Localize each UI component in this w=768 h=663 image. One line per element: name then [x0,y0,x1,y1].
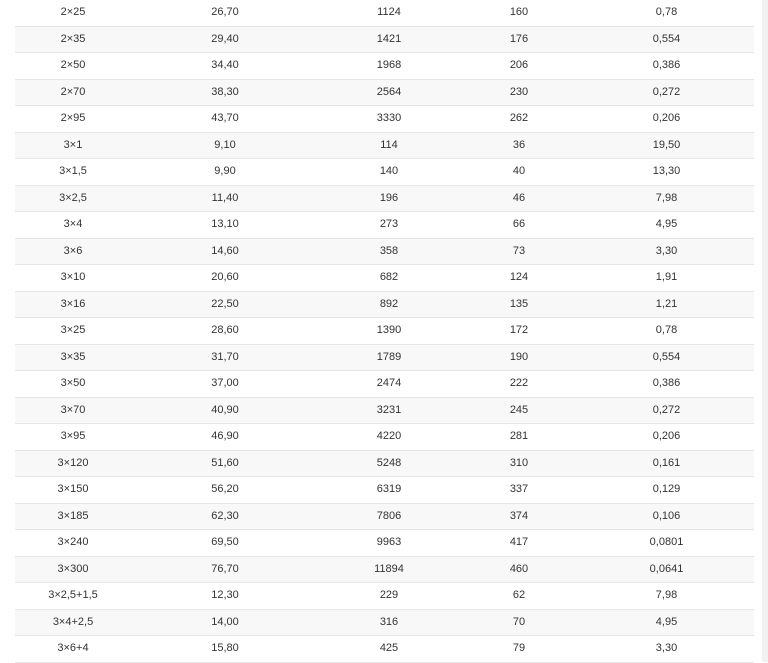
current-rating-cell: 245 [459,397,579,424]
cross-section-cell: 2×25 [15,0,131,26]
current-rating-cell: 176 [459,26,579,53]
current-rating-cell: 70 [459,609,579,636]
cross-section-cell: 3×6 [15,238,131,265]
table-row [15,556,754,583]
cross-section-cell: 3×150 [15,477,131,504]
resistance-cell: 0,386 [579,371,754,398]
table-row [15,503,754,530]
current-rating-cell: 160 [459,0,579,26]
weight-cell: 1124 [319,0,459,26]
outer-diameter-cell: 14,00 [131,609,319,636]
outer-diameter-cell: 31,70 [131,344,319,371]
current-rating-cell: 36 [459,132,579,159]
cross-section-cell: 3×1,5 [15,159,131,186]
outer-diameter-cell: 28,60 [131,318,319,345]
outer-diameter-cell: 37,00 [131,371,319,398]
cross-section-cell: 2×35 [15,26,131,53]
resistance-cell: 0,554 [579,344,754,371]
weight-cell: 3231 [319,397,459,424]
cross-section-cell: 2×50 [15,53,131,80]
table-row [15,609,754,636]
weight-cell: 892 [319,291,459,318]
weight-cell: 1968 [319,53,459,80]
table-row [15,450,754,477]
outer-diameter-cell: 11,40 [131,185,319,212]
resistance-cell: 0,272 [579,79,754,106]
cable-spec-table-container [15,0,754,663]
outer-diameter-cell: 38,30 [131,79,319,106]
table-row [15,26,754,53]
resistance-cell: 3,30 [579,636,754,663]
weight-cell: 316 [319,609,459,636]
outer-diameter-cell: 76,70 [131,556,319,583]
cross-section-cell: 3×25 [15,318,131,345]
cross-section-cell: 3×50 [15,371,131,398]
resistance-cell: 0,129 [579,477,754,504]
cross-section-cell: 2×95 [15,106,131,133]
table-row [15,636,754,663]
current-rating-cell: 310 [459,450,579,477]
table-row [15,238,754,265]
cross-section-cell: 3×240 [15,530,131,557]
outer-diameter-cell: 12,30 [131,583,319,610]
weight-cell: 140 [319,159,459,186]
resistance-cell: 4,95 [579,212,754,239]
table-row [15,106,754,133]
cross-section-cell: 3×4 [15,212,131,239]
weight-cell: 9963 [319,530,459,557]
outer-diameter-cell: 51,60 [131,450,319,477]
cross-section-cell: 3×120 [15,450,131,477]
outer-diameter-cell: 46,90 [131,424,319,451]
weight-cell: 425 [319,636,459,663]
table-row [15,530,754,557]
table-row [15,371,754,398]
current-rating-cell: 66 [459,212,579,239]
table-row [15,159,754,186]
table-row [15,79,754,106]
current-rating-cell: 230 [459,79,579,106]
current-rating-cell: 281 [459,424,579,451]
outer-diameter-cell: 69,50 [131,530,319,557]
current-rating-cell: 172 [459,318,579,345]
current-rating-cell: 417 [459,530,579,557]
resistance-cell: 0,272 [579,397,754,424]
weight-cell: 1789 [319,344,459,371]
table-row [15,265,754,292]
cross-section-cell: 3×10 [15,265,131,292]
cross-section-cell: 3×95 [15,424,131,451]
outer-diameter-cell: 56,20 [131,477,319,504]
current-rating-cell: 374 [459,503,579,530]
table-body [15,0,754,662]
weight-cell: 358 [319,238,459,265]
table-row [15,477,754,504]
outer-diameter-cell: 22,50 [131,291,319,318]
current-rating-cell: 206 [459,53,579,80]
outer-diameter-cell: 34,40 [131,53,319,80]
weight-cell: 273 [319,212,459,239]
current-rating-cell: 46 [459,185,579,212]
outer-diameter-cell: 13,10 [131,212,319,239]
cable-spec-table [15,0,754,663]
cross-section-cell: 3×70 [15,397,131,424]
current-rating-cell: 460 [459,556,579,583]
weight-cell: 6319 [319,477,459,504]
resistance-cell: 7,98 [579,185,754,212]
weight-cell: 5248 [319,450,459,477]
cross-section-cell: 2×70 [15,79,131,106]
table-row [15,212,754,239]
resistance-cell: 0,0801 [579,530,754,557]
cross-section-cell: 3×16 [15,291,131,318]
table-row [15,397,754,424]
weight-cell: 1421 [319,26,459,53]
page-scrollbar[interactable] [762,0,768,662]
weight-cell: 114 [319,132,459,159]
outer-diameter-cell: 26,70 [131,0,319,26]
resistance-cell: 0,78 [579,0,754,26]
outer-diameter-cell: 40,90 [131,397,319,424]
table-row [15,185,754,212]
outer-diameter-cell: 62,30 [131,503,319,530]
resistance-cell: 13,30 [579,159,754,186]
cross-section-cell: 3×2,5 [15,185,131,212]
table-row [15,132,754,159]
cross-section-cell: 3×300 [15,556,131,583]
weight-cell: 2564 [319,79,459,106]
weight-cell: 196 [319,185,459,212]
resistance-cell: 3,30 [579,238,754,265]
cross-section-cell: 3×185 [15,503,131,530]
current-rating-cell: 222 [459,371,579,398]
current-rating-cell: 40 [459,159,579,186]
weight-cell: 682 [319,265,459,292]
weight-cell: 3330 [319,106,459,133]
table-row [15,53,754,80]
outer-diameter-cell: 15,80 [131,636,319,663]
resistance-cell: 4,95 [579,609,754,636]
table-row [15,0,754,26]
resistance-cell: 0,0641 [579,556,754,583]
current-rating-cell: 124 [459,265,579,292]
outer-diameter-cell: 9,10 [131,132,319,159]
resistance-cell: 0,206 [579,424,754,451]
outer-diameter-cell: 20,60 [131,265,319,292]
cross-section-cell: 3×4+2,5 [15,609,131,636]
outer-diameter-cell: 9,90 [131,159,319,186]
resistance-cell: 19,50 [579,132,754,159]
weight-cell: 2474 [319,371,459,398]
resistance-cell: 1,91 [579,265,754,292]
weight-cell: 11894 [319,556,459,583]
weight-cell: 229 [319,583,459,610]
weight-cell: 1390 [319,318,459,345]
current-rating-cell: 190 [459,344,579,371]
resistance-cell: 0,386 [579,53,754,80]
table-row [15,583,754,610]
resistance-cell: 7,98 [579,583,754,610]
resistance-cell: 0,161 [579,450,754,477]
resistance-cell: 0,106 [579,503,754,530]
resistance-cell: 1,21 [579,291,754,318]
current-rating-cell: 73 [459,238,579,265]
current-rating-cell: 79 [459,636,579,663]
table-row [15,291,754,318]
resistance-cell: 0,554 [579,26,754,53]
table-row [15,318,754,345]
current-rating-cell: 62 [459,583,579,610]
cross-section-cell: 3×35 [15,344,131,371]
weight-cell: 7806 [319,503,459,530]
outer-diameter-cell: 43,70 [131,106,319,133]
table-row [15,424,754,451]
resistance-cell: 0,78 [579,318,754,345]
cross-section-cell: 3×1 [15,132,131,159]
cross-section-cell: 3×2,5+1,5 [15,583,131,610]
cross-section-cell: 3×6+4 [15,636,131,663]
current-rating-cell: 337 [459,477,579,504]
current-rating-cell: 135 [459,291,579,318]
resistance-cell: 0,206 [579,106,754,133]
table-row [15,344,754,371]
outer-diameter-cell: 29,40 [131,26,319,53]
weight-cell: 4220 [319,424,459,451]
outer-diameter-cell: 14,60 [131,238,319,265]
current-rating-cell: 262 [459,106,579,133]
